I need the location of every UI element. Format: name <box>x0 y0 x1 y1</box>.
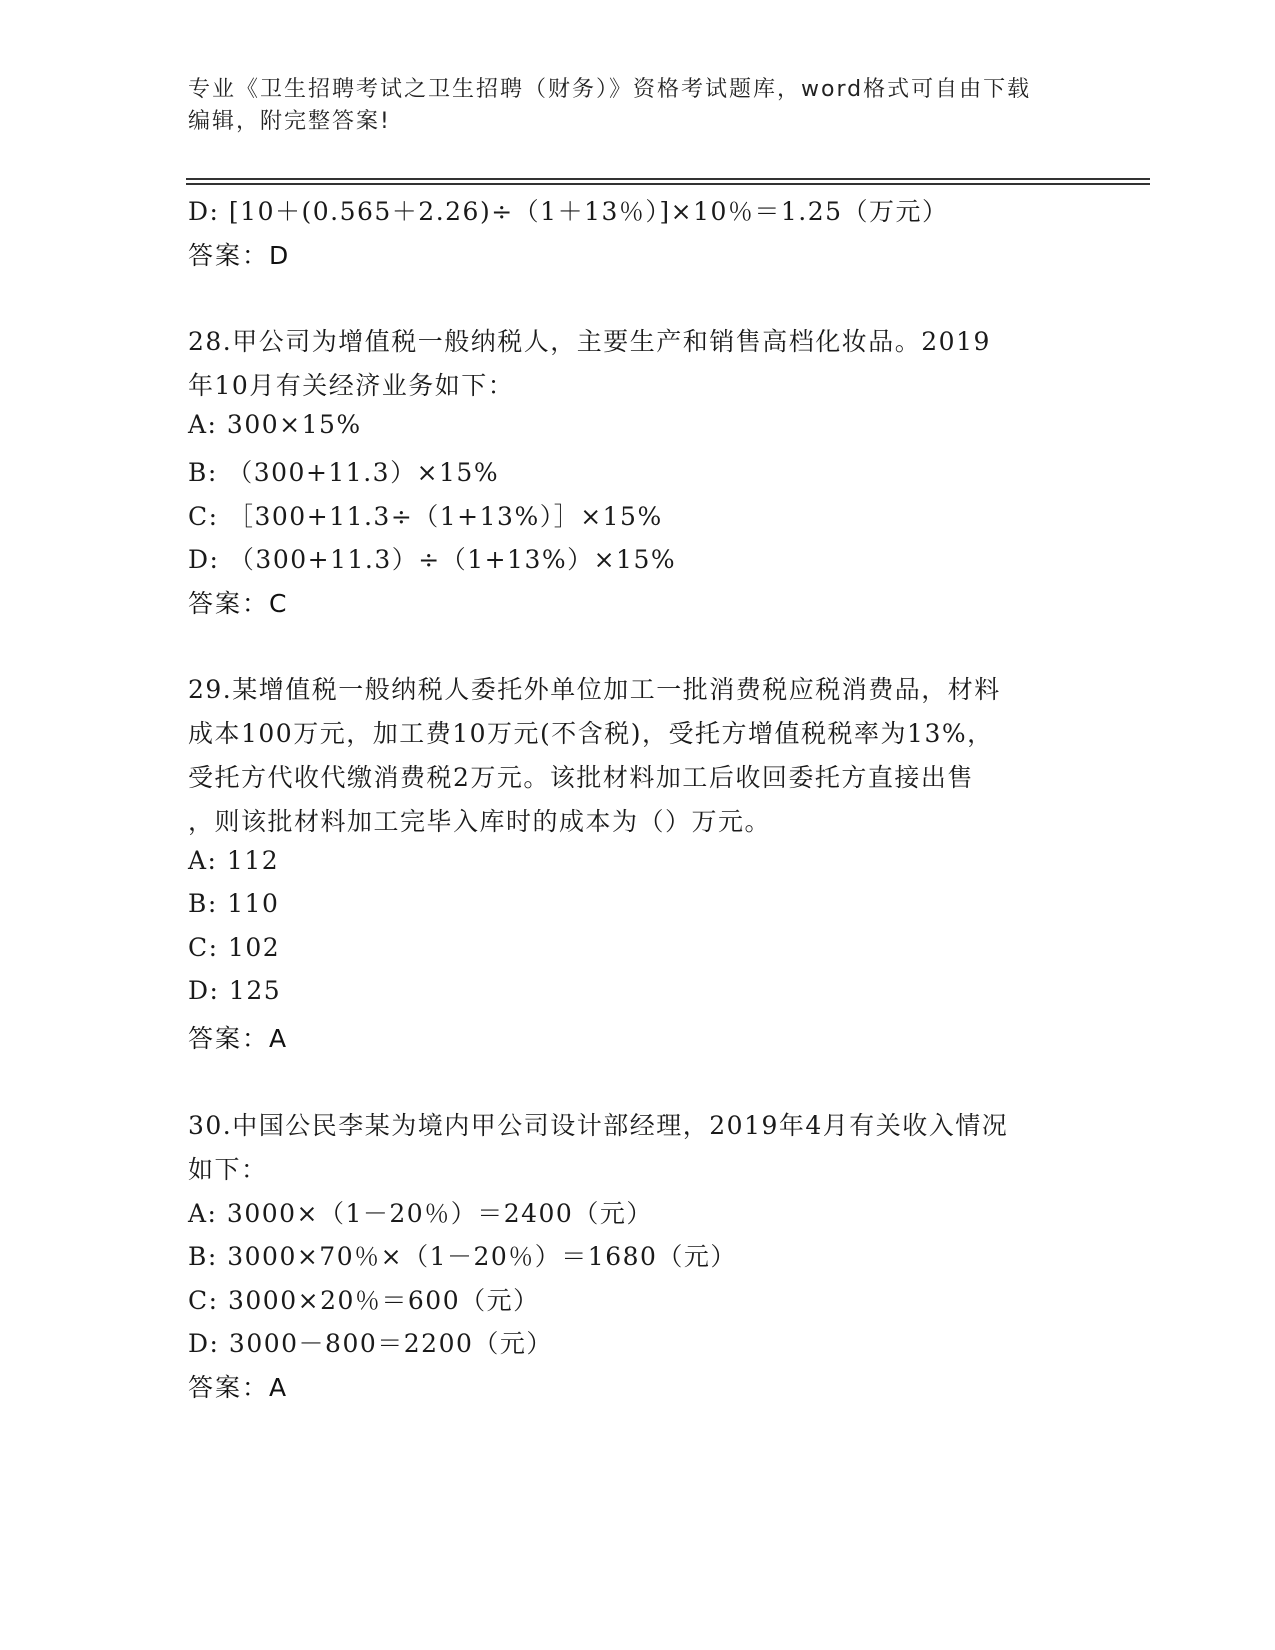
q28-option-a: A: 300×15% <box>188 410 362 439</box>
header-line-1: 专业《卫生招聘考试之卫生招聘（财务）》资格考试题库，word格式可自由下载 <box>188 77 1032 102</box>
q28-option-b: B: （300+11.3）×15% <box>188 458 500 487</box>
q28-stem-line-2: 年10月有关经济业务如下： <box>188 371 515 400</box>
q29-stem-line-4: ，则该批材料加工完毕入库时的成本为（）万元。 <box>188 807 772 836</box>
q30-answer: 答案：A <box>188 1373 289 1402</box>
header-line-2: 编辑，附完整答案! <box>188 109 391 134</box>
q30-stem-line-1: 30.中国公民李某为境内甲公司设计部经理，2019年4月有关收入情况 <box>188 1111 1009 1140</box>
q29-option-d: D: 125 <box>188 976 282 1005</box>
q30-stem-line-2: 如下： <box>188 1155 268 1184</box>
q28-stem-line-1: 28.甲公司为增值税一般纳税人，主要生产和销售高档化妆品。2019 <box>188 327 991 356</box>
q29-stem-line-2: 成本100万元，加工费10万元(不含税)，受托方增值税税率为13%， <box>188 719 994 748</box>
q30-option-d: D: 3000－800＝2200（元） <box>188 1329 553 1358</box>
q28-answer: 答案：C <box>188 589 289 618</box>
q30-option-b: B: 3000×70％×（1－20％）＝1680（元） <box>188 1242 737 1271</box>
q28-option-c: C: ［300+11.3÷（1+13%）］×15% <box>188 502 663 531</box>
q29-answer: 答案：A <box>188 1024 289 1053</box>
q29-option-b: B: 110 <box>188 889 280 918</box>
header-rule-bottom <box>186 183 1150 185</box>
document-header <box>188 74 1088 138</box>
q29-stem-line-1: 29.某增值税一般纳税人委托外单位加工一批消费税应税消费品，材料 <box>188 675 1001 704</box>
q28-option-d: D: （300+11.3）÷（1+13%）×15% <box>188 545 677 574</box>
q29-option-c: C: 102 <box>188 933 281 962</box>
prev-answer: 答案：D <box>188 241 291 270</box>
prev-option-d: D: [10＋(0.565＋2.26)÷（1＋13％）]×10％＝1.25（万元） <box>188 197 949 226</box>
q30-option-a: A: 3000×（1－20％）＝2400（元） <box>188 1199 653 1228</box>
q29-stem-line-3: 受托方代收代缴消费税2万元。该批材料加工后收回委托方直接出售 <box>188 763 974 792</box>
q29-option-a: A: 112 <box>188 846 280 875</box>
q30-option-c: C: 3000×20％＝600（元） <box>188 1286 540 1315</box>
header-rule-top <box>186 178 1150 180</box>
